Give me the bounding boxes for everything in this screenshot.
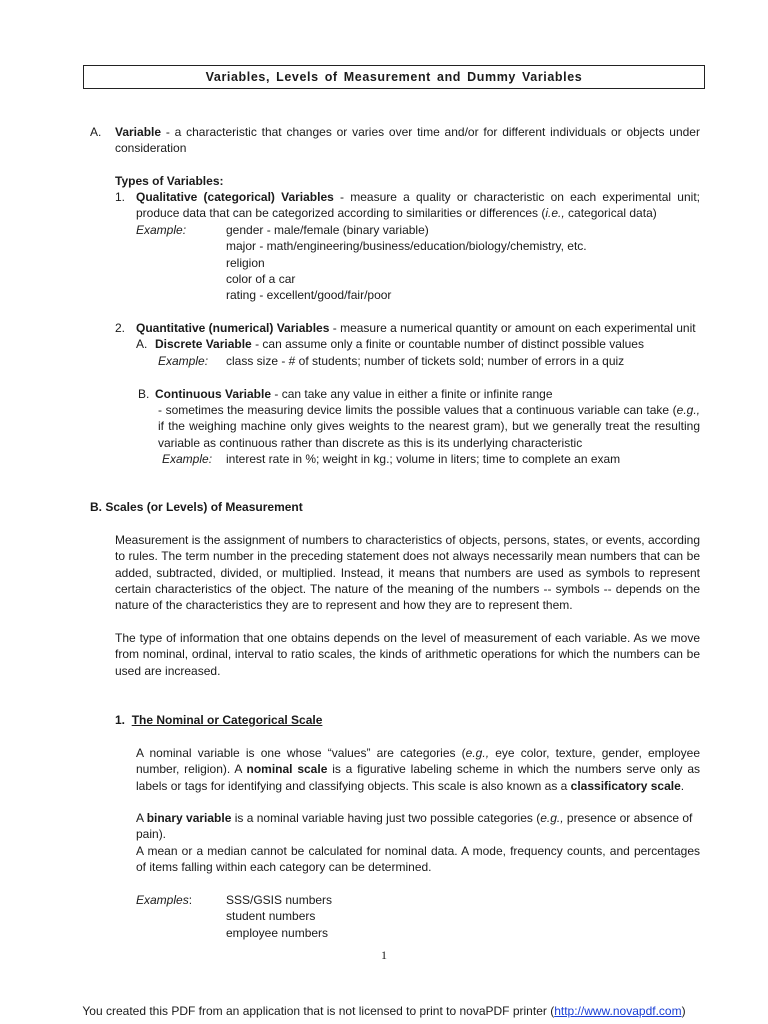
- nominal-p1-eg: e.g.,: [465, 746, 490, 760]
- nominal-p1-a: A nominal variable is one whose “values” are categories (: [136, 746, 466, 760]
- classificatory-scale-term: classificatory scale: [570, 778, 681, 793]
- nominal-heading-text: The Nominal or Categorical Scale: [131, 713, 323, 727]
- section-b-heading: B. Scales (or Levels) of Measurement: [90, 500, 303, 514]
- quant-desc: - measure a numerical quantity or amount on each experimental unit: [332, 321, 696, 335]
- discrete-marker: A.: [136, 337, 148, 351]
- qual-desc-a: - measure a quality or characteristic on each experimental unit; produce data that can be categorized according to similarities or differences (: [136, 190, 700, 221]
- variable-definition-text: - a characteristic that changes or varies over time and/or for different individuals or objects under consideration: [115, 125, 700, 156]
- qual-example-item: major - math/engineering/business/education/biology/chemistry, etc.: [226, 239, 587, 254]
- continuous-note-eg: e.g.,: [676, 403, 700, 417]
- continuous-desc: - can take any value in either a finite or infinite range: [274, 387, 553, 401]
- types-heading: Types of Variables:: [115, 174, 224, 188]
- footer-end: ): [681, 1004, 686, 1018]
- continuous-note: [158, 402, 700, 451]
- nominal-heading: [115, 712, 322, 728]
- binary-p2-eg: e.g.,: [540, 811, 564, 825]
- binary-paragraph: [136, 810, 700, 843]
- discrete-term: Discrete Variable: [155, 337, 252, 351]
- qual-num: 1.: [115, 190, 126, 204]
- nominal-example-item: student numbers: [226, 909, 316, 924]
- qual-example-item: gender - male/female (binary variable): [226, 223, 429, 237]
- quant-num: 2.: [115, 321, 126, 335]
- nominal-examples-colon: :: [188, 893, 193, 907]
- continuous-note-a: - sometimes the measuring device limits the possible values that a continuous variable can take (: [158, 403, 677, 417]
- continuous-note-b: if the weighing machine only gives weights to the nearest gram), but we generally treat the resulting variable as continuous rather than discrete as this is its underlying characteristic: [158, 419, 700, 450]
- nominal-paragraph: [136, 745, 700, 794]
- mean-median-paragraph: A mean or a median cannot be calculated for nominal data. A mode, frequency counts, and percentages of items falling within each category can be determined.: [136, 844, 700, 875]
- variable-term: Variable: [115, 125, 162, 139]
- nominal-p1-b: eye color, texture, gender, employee number, religion). A: [136, 746, 700, 777]
- qual-example-item: religion: [226, 255, 265, 270]
- qual-example-item: rating - excellent/good/fair/poor: [226, 288, 392, 303]
- measurement-paragraph: Measurement is the assignment of numbers to characteristics of objects, persons, states, or events, according to rules. The term number in the preceding statement does not always necessarily mean numbers that can be added, subtracted, divided, or multiplied. Instead, it means that numbers are used as symbols to represent certain characteristics of the object. The nature of the meaning of the numbers -- symbols -- depends on the nature of the characteristics they are to represent and how they are to represent them.: [115, 533, 700, 613]
- nominal-heading-num: 1.: [115, 713, 126, 727]
- footer-notice: [0, 1003, 768, 1019]
- nominal-examples-label: [136, 892, 192, 908]
- qual-desc-b: categorical data): [564, 206, 657, 221]
- continuous-definition: [155, 386, 700, 402]
- nominal-p1-d: .: [680, 778, 685, 793]
- footer-text: You created this PDF from an application that is not licensed to print to novaPDF printer (: [82, 1004, 555, 1018]
- continuous-marker: B.: [138, 387, 150, 401]
- quant-definition: [136, 320, 700, 336]
- binary-p2-c: presence or absence of pain).: [136, 811, 693, 842]
- section-a-marker: A.: [90, 125, 102, 139]
- qual-example-label: Example:: [136, 223, 187, 237]
- continuous-example-label: Example:: [162, 452, 213, 466]
- information-paragraph: The type of information that one obtains depends on the level of measurement of each variable. As we move from nominal, ordinal, interval to ratio scales, the kinds of arithmetic operations for which the numbers can be used are increased.: [115, 631, 700, 678]
- qual-example-item: color of a car: [226, 271, 296, 286]
- nominal-example-item: SSS/GSIS numbers: [226, 893, 333, 907]
- binary-variable-term: binary variable: [146, 811, 232, 825]
- novapdf-link[interactable]: http://www.novapdf.com: [554, 1004, 682, 1018]
- discrete-example: class size - # of students; number of tickets sold; number of errors in a quiz: [226, 354, 625, 368]
- nominal-examples-list: [226, 892, 332, 941]
- binary-p2-b: is a nominal variable having just two possible categories (: [231, 811, 541, 825]
- nominal-examples-label-text: Examples: [136, 893, 189, 907]
- discrete-example-label: Example:: [158, 354, 209, 368]
- nominal-scale-term: nominal scale: [246, 762, 328, 777]
- qual-term: Qualitative (categorical) Variables: [136, 190, 334, 204]
- quant-term: Quantitative (numerical) Variables: [136, 321, 330, 335]
- qual-example-list: [226, 222, 587, 303]
- document-title: Variables, Levels of Measurement and Dummy Variables: [83, 65, 705, 89]
- nominal-p1-c: is a figurative labeling scheme in which the numbers serve only as labels or tags for identifying and classifying objects. This scale is also known as a: [136, 762, 701, 793]
- qual-desc-ie: i.e.,: [545, 206, 565, 221]
- discrete-desc: - can assume only a finite or countable number of distinct possible values: [255, 337, 644, 351]
- discrete-definition: [155, 336, 700, 352]
- nominal-example-item: employee numbers: [226, 925, 329, 940]
- continuous-term: Continuous Variable: [155, 387, 272, 401]
- page-number: 1: [381, 948, 387, 962]
- variable-definition: [115, 124, 700, 157]
- binary-p2-a: A: [136, 811, 147, 825]
- continuous-example: interest rate in %; weight in kg.; volume in liters; time to complete an exam: [226, 452, 621, 466]
- qual-definition: [136, 189, 700, 222]
